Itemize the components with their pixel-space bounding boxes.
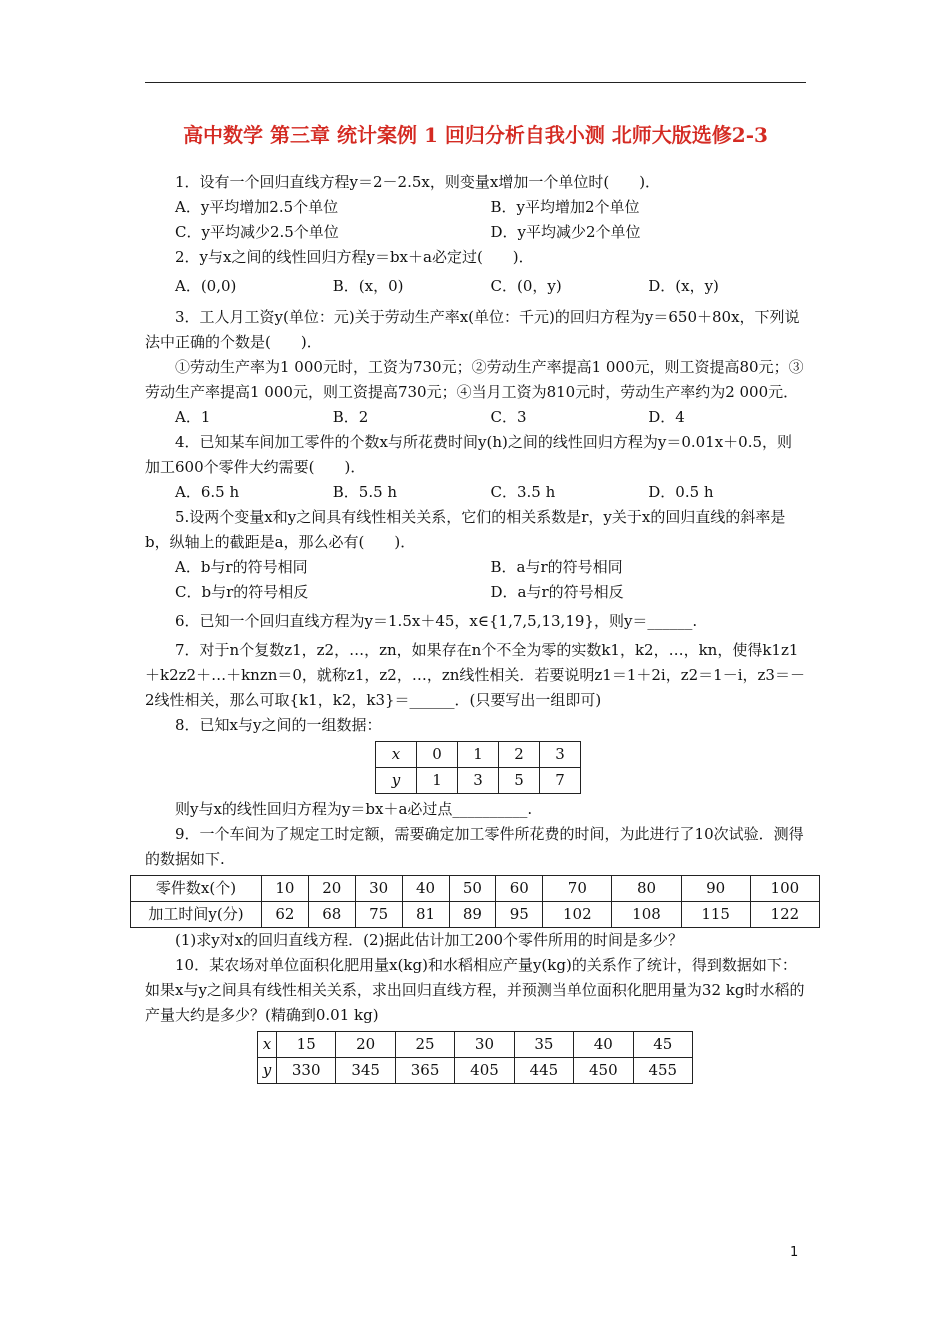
table-cell: 60 — [496, 876, 543, 902]
table-cell: 108 — [612, 902, 681, 928]
option-c: C．b与r的符号相反 — [175, 583, 309, 601]
option-c: C．3 — [490, 408, 527, 426]
table-cell: 加工时间y(分) — [131, 902, 262, 928]
question-8-followup: 则y与x的线性回归方程为y＝bx＋a必过点__________. — [175, 800, 533, 818]
table-cell: 7 — [540, 768, 581, 794]
option-d: D．0.5 h — [648, 483, 714, 501]
header-rule — [145, 82, 806, 83]
question-10-table — [257, 1031, 693, 1084]
table-cell: 405 — [455, 1058, 514, 1084]
table-cell: 30 — [355, 876, 402, 902]
option-d: D．y平均减少2个单位 — [490, 223, 641, 241]
table-cell: 2 — [499, 742, 540, 768]
question-3-options — [145, 405, 806, 430]
question-9-followup: (1)求y对x的回归直线方程．(2)据此估计加工200个零件所用的时间是多少？ — [175, 931, 684, 949]
table-cell: x — [376, 742, 417, 768]
question-9-table — [130, 875, 820, 928]
table-row — [258, 1032, 693, 1058]
option-b: B．5.5 h — [332, 483, 398, 501]
option-d: D．a与r的符号相反 — [490, 583, 624, 601]
option-a: A．(0,0) — [175, 277, 237, 295]
option-b: B．2 — [332, 408, 369, 426]
question-5-options — [145, 580, 806, 605]
question-5-options — [145, 555, 806, 580]
page-number: 1 — [790, 1245, 799, 1260]
option-a: A．6.5 h — [175, 483, 240, 501]
table-cell: 102 — [543, 902, 612, 928]
table-cell: 365 — [395, 1058, 454, 1084]
table-cell: 15 — [277, 1032, 336, 1058]
table-cell: 5 — [499, 768, 540, 794]
question-4-options — [145, 480, 806, 505]
table-cell: 25 — [395, 1032, 454, 1058]
question-2-options — [145, 274, 806, 299]
option-a: A．b与r的符号相同 — [175, 558, 308, 576]
table-cell: 330 — [277, 1058, 336, 1084]
option-b: B．a与r的符号相同 — [490, 558, 623, 576]
question-3-statements: ①劳动生产率为1 000元时，工资为730元；②劳动生产率提高1 000元，则工资提高80元；③劳动生产率提高1 000元，则工资提高730元；④当月工资为810元时，劳动生产率约为2 000元． — [145, 358, 804, 401]
question-4: 4．已知某车间加工零件的个数x与所花费时间y(h)之间的线性回归方程为y＝0.01x＋0.5，则加工600个零件大约需要( )． — [145, 433, 793, 476]
table-cell: x — [258, 1032, 277, 1058]
table-cell: 50 — [449, 876, 496, 902]
option-c: C．3.5 h — [490, 483, 556, 501]
table-row — [376, 742, 581, 768]
table-cell: 3 — [540, 742, 581, 768]
table-cell: 3 — [458, 768, 499, 794]
question-8: 8．已知x与y之间的一组数据： — [175, 716, 382, 734]
option-c: C．(0，y) — [490, 277, 562, 295]
table-cell: 10 — [262, 876, 309, 902]
page-title: 高中数学 第三章 统计案例 1 回归分析自我小测 北师大版选修2-3 — [183, 123, 768, 147]
question-9: 9．一个车间为了规定工时定额，需要确定加工零件所花费的时间，为此进行了10次试验．测得的数据如下. — [145, 825, 804, 868]
question-1: 1．设有一个回归直线方程y＝2－2.5x，则变量x增加一个单位时( )． — [175, 173, 661, 191]
option-d: D．4 — [648, 408, 685, 426]
option-b: B．y平均增加2个单位 — [490, 198, 640, 216]
table-cell: 1 — [417, 768, 458, 794]
table-cell: 45 — [633, 1032, 692, 1058]
question-3: 3．工人月工资y(单位：元)关于劳动生产率x(单位：千元)的回归方程为y＝650＋80x，下列说法中正确的个数是( )． — [145, 308, 800, 351]
question-5: 5.设两个变量x和y之间具有线性相关关系，它们的相关系数是r，y关于x的回归直线的斜率是b，纵轴上的截距是a，那么必有( )． — [145, 508, 786, 551]
table-cell: 40 — [574, 1032, 633, 1058]
table-cell: y — [376, 768, 417, 794]
question-7: 7．对于n个复数z1，z2，…，zn，如果存在n个不全为零的实数k1，k2，…，kn，使得k1z1＋k2z2＋…＋knzn＝0，就称z1，z2，…，zn线性相关．若要说明z1＝1＋2i，z2＝1－i，z3＝－2线性相关，那么可取{k1，k2，k3}＝______．(只要写出一组即可) — [145, 641, 805, 709]
table-cell: 455 — [633, 1058, 692, 1084]
question-1-options — [145, 220, 806, 245]
worksheet-body — [145, 170, 806, 1087]
table-cell: 零件数x(个) — [131, 876, 262, 902]
table-cell: 20 — [308, 876, 355, 902]
table-cell: 115 — [681, 902, 750, 928]
table-row — [376, 768, 581, 794]
table-cell: 40 — [402, 876, 449, 902]
option-c: C．y平均减少2.5个单位 — [175, 223, 339, 241]
table-cell: 30 — [455, 1032, 514, 1058]
table-row — [258, 1058, 693, 1084]
table-cell: 0 — [417, 742, 458, 768]
option-d: D．(x，y) — [648, 277, 719, 295]
table-cell: 345 — [336, 1058, 395, 1084]
table-cell: 62 — [262, 902, 309, 928]
question-8-table — [375, 741, 581, 794]
table-cell: 35 — [514, 1032, 573, 1058]
table-row — [131, 902, 820, 928]
table-cell: 81 — [402, 902, 449, 928]
table-cell: y — [258, 1058, 277, 1084]
table-cell: 80 — [612, 876, 681, 902]
table-cell: 445 — [514, 1058, 573, 1084]
table-cell: 68 — [308, 902, 355, 928]
table-cell: 95 — [496, 902, 543, 928]
question-6: 6．已知一个回归直线方程为y＝1.5x＋45，x∈{1,7,5,13,19}，则y＝______. — [175, 612, 698, 630]
table-cell: 450 — [574, 1058, 633, 1084]
option-a: A．y平均增加2.5个单位 — [175, 198, 339, 216]
option-a: A．1 — [175, 408, 211, 426]
question-10: 10．某农场对单位面积化肥用量x(kg)和水稻相应产量y(kg)的关系作了统计，得到数据如下：如果x与y之间具有线性相关关系，求出回归直线方程，并预测当单位面积化肥用量为32 kg时水稻的产量大约是多少？(精确到0.01 kg) — [145, 956, 805, 1024]
table-cell: 89 — [449, 902, 496, 928]
table-cell: 75 — [355, 902, 402, 928]
table-cell: 122 — [750, 902, 819, 928]
table-cell: 100 — [750, 876, 819, 902]
question-1-options — [145, 195, 806, 220]
table-row — [131, 876, 820, 902]
option-b: B．(x，0) — [332, 277, 404, 295]
table-cell: 1 — [458, 742, 499, 768]
table-cell: 70 — [543, 876, 612, 902]
table-cell: 20 — [336, 1032, 395, 1058]
question-2: 2．y与x之间的线性回归方程y＝bx＋a必定过( )． — [175, 248, 534, 266]
table-cell: 90 — [681, 876, 750, 902]
